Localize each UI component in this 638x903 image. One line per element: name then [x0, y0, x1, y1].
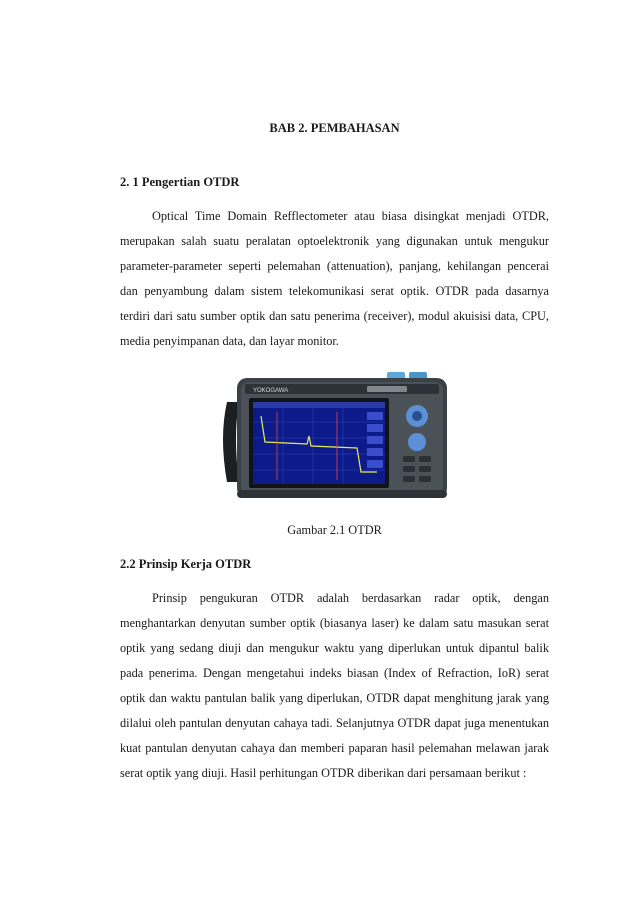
section-heading-pengertian: 2. 1 Pengertian OTDR: [120, 175, 240, 189]
paragraph-pengertian: Optical Time Domain Refflectometer atau biasa disingkat menjadi OTDR, merupakan salah suatu peralatan optoelektronik yang digunakan untuk mengukur parameter-parameter seperti pelemahan (attenuation), panjang, kehilangan pencerai dan penyambung dalam sistem telekomunikasi serat optik. OTDR pada dasarnya terdiri dari satu sumber optik dan satu penerima (receiver), modul akuisisi data, CPU, media penyimpanan data, dan layar monitor.: [120, 209, 549, 348]
figure-caption: Gambar 2.1 OTDR: [287, 523, 382, 537]
device-brand-label: YOKOGAWA: [252, 388, 288, 394]
otdr-device-image: [217, 372, 453, 502]
section-heading-prinsip: 2.2 Prinsip Kerja OTDR: [120, 557, 252, 571]
page-content: [120, 118, 549, 786]
paragraph-prinsip: Prinsip pengukuran OTDR adalah berdasarkan radar optik, dengan menghantarkan denyutan sumber optik (biasanya laser) ke dalam satu masukan serat optik yang sedang diuji dan mengukur waktu yang diperlukan untuk dipantul balik pada penerima. Dengan mengetahui indeks biasan (Index of Refraction, IoR) serat optik dan waktu pantulan balik yang diperlukan, OTDR dapat menghitung jarak yang dilalui oleh pantulan denyutan cahaya tadi. Selanjutnya OTDR dapat juga menentukan kuat pantulan denyutan cahaya dan memberi paparan hasil pelemahan melawan jarak serat optik yang diuji. Hasil perhitungan OTDR diberikan dari persamaan berikut :: [120, 591, 549, 780]
chapter-title: BAB 2. PEMBAHASAN: [269, 121, 400, 135]
otdr-figure: [120, 372, 549, 502]
